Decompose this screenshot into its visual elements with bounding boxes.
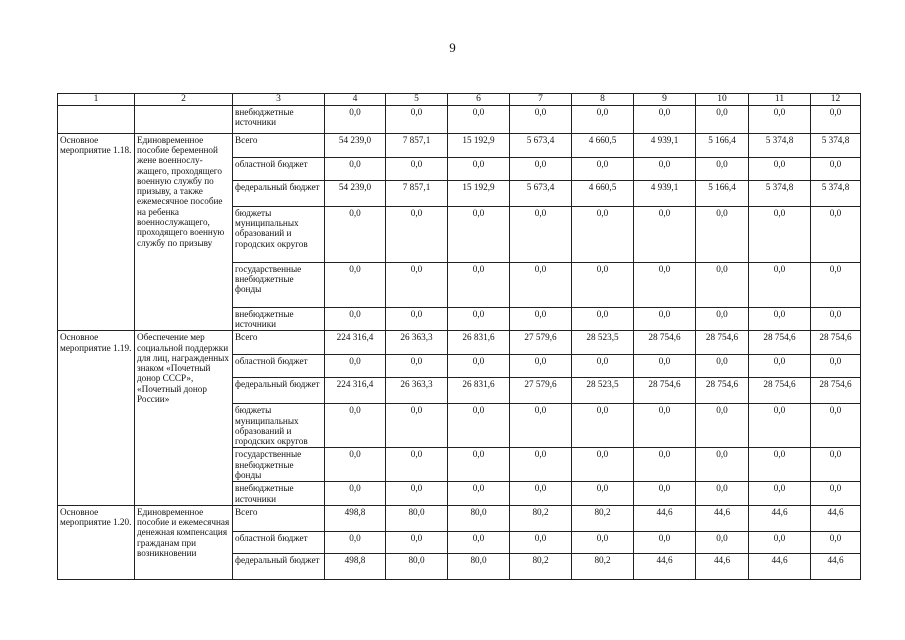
value-cell: 5 374,8 (811, 133, 861, 157)
value-cell: 0,0 (325, 157, 386, 180)
value-cell: 0,0 (448, 531, 510, 553)
value-cell: 4 939,1 (634, 180, 696, 206)
funding-source: внебюджетные источники (233, 105, 325, 133)
column-number: 9 (634, 94, 696, 106)
value-cell: 0,0 (634, 531, 696, 553)
table-row (58, 505, 861, 531)
column-number: 5 (386, 94, 448, 106)
value-cell: 0,0 (572, 105, 634, 133)
value-cell: 0,0 (448, 206, 510, 262)
value-cell: 0,0 (572, 404, 634, 448)
value-cell: 44,6 (749, 505, 811, 531)
value-cell: 4 939,1 (634, 133, 696, 157)
value-cell: 0,0 (811, 157, 861, 180)
table-row (58, 133, 861, 157)
value-cell: 0,0 (325, 262, 386, 307)
value-cell: 44,6 (811, 505, 861, 531)
value-cell: 0,0 (448, 105, 510, 133)
column-number: 6 (448, 94, 510, 106)
activity-number: Основное мероприятие 1.20. (58, 505, 135, 579)
value-cell: 28 754,6 (696, 378, 749, 404)
value-cell: 7 857,1 (386, 133, 448, 157)
value-cell: 15 192,9 (448, 180, 510, 206)
funding-source: Всего (233, 133, 325, 157)
value-cell: 4 660,5 (572, 133, 634, 157)
value-cell: 54 239,0 (325, 180, 386, 206)
value-cell: 27 579,6 (510, 378, 572, 404)
value-cell: 5 374,8 (811, 180, 861, 206)
value-cell: 28 754,6 (749, 378, 811, 404)
value-cell: 0,0 (634, 307, 696, 331)
activity-description: Единовременное пособие беременной жене военнослу-жащего, проходящего военную службу по призыву, а также ежемесячное пособие на ребенка военнослужащего, проходящего военную службу по призыву (135, 133, 233, 331)
value-cell: 0,0 (811, 307, 861, 331)
column-number: 12 (811, 94, 861, 106)
value-cell: 15 192,9 (448, 133, 510, 157)
value-cell: 80,0 (448, 505, 510, 531)
value-cell: 0,0 (510, 157, 572, 180)
value-cell: 27 579,6 (510, 331, 572, 355)
value-cell: 0,0 (572, 448, 634, 482)
budget-table (57, 93, 861, 580)
value-cell: 26 363,3 (386, 378, 448, 404)
value-cell: 498,8 (325, 505, 386, 531)
value-cell: 5 166,4 (696, 180, 749, 206)
value-cell: 0,0 (811, 206, 861, 262)
value-cell: 0,0 (572, 355, 634, 378)
value-cell: 0,0 (325, 355, 386, 378)
value-cell: 80,0 (386, 505, 448, 531)
value-cell: 0,0 (749, 307, 811, 331)
value-cell: 44,6 (749, 553, 811, 579)
value-cell: 0,0 (448, 307, 510, 331)
value-cell: 0,0 (811, 531, 861, 553)
value-cell: 0,0 (749, 262, 811, 307)
value-cell: 0,0 (749, 448, 811, 482)
value-cell: 0,0 (325, 307, 386, 331)
value-cell: 0,0 (448, 448, 510, 482)
value-cell: 4 660,5 (572, 180, 634, 206)
funding-source: Всего (233, 331, 325, 355)
value-cell: 0,0 (634, 157, 696, 180)
funding-source: Всего (233, 505, 325, 531)
value-cell: 0,0 (325, 448, 386, 482)
value-cell: 28 754,6 (696, 331, 749, 355)
value-cell: 28 523,5 (572, 331, 634, 355)
value-cell: 28 754,6 (811, 378, 861, 404)
value-cell: 0,0 (510, 448, 572, 482)
value-cell: 0,0 (696, 307, 749, 331)
value-cell: 5 166,4 (696, 133, 749, 157)
value-cell: 0,0 (448, 404, 510, 448)
activity-description: Обеспечение мер социальной поддержки для лиц, награжденных знаком «Почетный донор СССР», «Почетный донор России» (135, 331, 233, 506)
value-cell: 0,0 (386, 307, 448, 331)
value-cell: 0,0 (510, 531, 572, 553)
value-cell: 0,0 (386, 157, 448, 180)
value-cell: 28 754,6 (749, 331, 811, 355)
value-cell: 0,0 (325, 482, 386, 506)
value-cell: 80,2 (510, 553, 572, 579)
value-cell: 0,0 (634, 355, 696, 378)
activity-description (135, 105, 233, 133)
value-cell: 28 754,6 (634, 331, 696, 355)
value-cell: 0,0 (572, 482, 634, 506)
page-number: 9 (449, 40, 456, 55)
value-cell: 0,0 (696, 262, 749, 307)
column-number: 4 (325, 94, 386, 106)
value-cell: 0,0 (634, 206, 696, 262)
value-cell: 0,0 (510, 307, 572, 331)
funding-source: бюджеты муниципальных образований и городских округов (233, 206, 325, 262)
value-cell: 0,0 (386, 206, 448, 262)
value-cell: 0,0 (696, 206, 749, 262)
value-cell: 0,0 (749, 404, 811, 448)
value-cell: 224 316,4 (325, 378, 386, 404)
value-cell: 0,0 (696, 105, 749, 133)
value-cell: 0,0 (325, 531, 386, 553)
value-cell: 0,0 (696, 482, 749, 506)
value-cell: 0,0 (448, 157, 510, 180)
table-row (58, 105, 861, 133)
value-cell: 80,0 (448, 553, 510, 579)
value-cell: 0,0 (325, 206, 386, 262)
column-number: 3 (233, 94, 325, 106)
value-cell: 0,0 (510, 404, 572, 448)
column-number: 2 (135, 94, 233, 106)
value-cell: 7 857,1 (386, 180, 448, 206)
funding-source: внебюджетные источники (233, 482, 325, 506)
table-row (58, 331, 861, 355)
value-cell: 0,0 (572, 307, 634, 331)
value-cell: 0,0 (749, 157, 811, 180)
value-cell: 0,0 (634, 404, 696, 448)
value-cell: 0,0 (386, 105, 448, 133)
funding-source: государственные внебюджетные фонды (233, 262, 325, 307)
value-cell: 44,6 (696, 505, 749, 531)
value-cell: 0,0 (811, 262, 861, 307)
funding-source: федеральный бюджет (233, 378, 325, 404)
value-cell: 26 363,3 (386, 331, 448, 355)
column-number: 10 (696, 94, 749, 106)
value-cell: 0,0 (634, 448, 696, 482)
funding-source: бюджеты муниципальных образований и городских округов (233, 404, 325, 448)
value-cell: 0,0 (811, 404, 861, 448)
funding-source: областной бюджет (233, 531, 325, 553)
value-cell: 224 316,4 (325, 331, 386, 355)
value-cell: 0,0 (696, 157, 749, 180)
value-cell: 0,0 (386, 531, 448, 553)
activity-description: Единовременное пособие и ежемесячная денежная компенсация гражданам при возникновении (135, 505, 233, 579)
value-cell: 0,0 (811, 105, 861, 133)
funding-source: федеральный бюджет (233, 180, 325, 206)
value-cell: 28 523,5 (572, 378, 634, 404)
value-cell: 0,0 (696, 448, 749, 482)
value-cell: 26 831,6 (448, 331, 510, 355)
value-cell: 0,0 (448, 262, 510, 307)
value-cell: 0,0 (749, 355, 811, 378)
value-cell: 0,0 (749, 206, 811, 262)
value-cell: 80,2 (510, 505, 572, 531)
value-cell: 0,0 (811, 482, 861, 506)
value-cell: 0,0 (749, 482, 811, 506)
value-cell: 28 754,6 (811, 331, 861, 355)
value-cell: 5 374,8 (749, 180, 811, 206)
value-cell: 0,0 (572, 531, 634, 553)
value-cell: 44,6 (634, 505, 696, 531)
value-cell: 0,0 (696, 404, 749, 448)
value-cell: 0,0 (634, 105, 696, 133)
funding-source: областной бюджет (233, 355, 325, 378)
value-cell: 0,0 (634, 262, 696, 307)
funding-source: областной бюджет (233, 157, 325, 180)
activity-number (58, 105, 135, 133)
value-cell: 44,6 (811, 553, 861, 579)
value-cell: 54 239,0 (325, 133, 386, 157)
value-cell: 0,0 (572, 262, 634, 307)
value-cell: 0,0 (510, 482, 572, 506)
value-cell: 44,6 (696, 553, 749, 579)
value-cell: 28 754,6 (634, 378, 696, 404)
value-cell: 0,0 (325, 404, 386, 448)
value-cell: 5 673,4 (510, 180, 572, 206)
activity-number: Основное мероприятие 1.19. (58, 331, 135, 506)
column-number: 7 (510, 94, 572, 106)
value-cell: 0,0 (696, 531, 749, 553)
column-number: 8 (572, 94, 634, 106)
value-cell: 0,0 (572, 206, 634, 262)
value-cell: 0,0 (386, 448, 448, 482)
value-cell: 0,0 (386, 482, 448, 506)
value-cell: 0,0 (572, 157, 634, 180)
value-cell: 80,0 (386, 553, 448, 579)
value-cell: 0,0 (510, 262, 572, 307)
value-cell: 0,0 (448, 355, 510, 378)
value-cell: 0,0 (325, 105, 386, 133)
value-cell: 0,0 (448, 482, 510, 506)
value-cell: 0,0 (510, 355, 572, 378)
value-cell: 0,0 (386, 355, 448, 378)
value-cell: 0,0 (386, 262, 448, 307)
value-cell: 498,8 (325, 553, 386, 579)
value-cell: 80,2 (572, 505, 634, 531)
value-cell: 44,6 (634, 553, 696, 579)
value-cell: 0,0 (749, 105, 811, 133)
value-cell: 26 831,6 (448, 378, 510, 404)
value-cell: 0,0 (749, 531, 811, 553)
activity-number: Основное мероприятие 1.18. (58, 133, 135, 331)
value-cell: 80,2 (572, 553, 634, 579)
value-cell: 0,0 (634, 482, 696, 506)
value-cell: 0,0 (696, 355, 749, 378)
value-cell: 5 673,4 (510, 133, 572, 157)
column-number: 11 (749, 94, 811, 106)
value-cell: 0,0 (510, 105, 572, 133)
column-number: 1 (58, 94, 135, 106)
column-number-row (58, 94, 861, 106)
value-cell: 0,0 (811, 355, 861, 378)
value-cell: 0,0 (811, 448, 861, 482)
funding-source: внебюджетные источники (233, 307, 325, 331)
value-cell: 0,0 (510, 206, 572, 262)
value-cell: 0,0 (386, 404, 448, 448)
value-cell: 5 374,8 (749, 133, 811, 157)
funding-source: федеральный бюджет (233, 553, 325, 579)
funding-source: государственные внебюджетные фонды (233, 448, 325, 482)
